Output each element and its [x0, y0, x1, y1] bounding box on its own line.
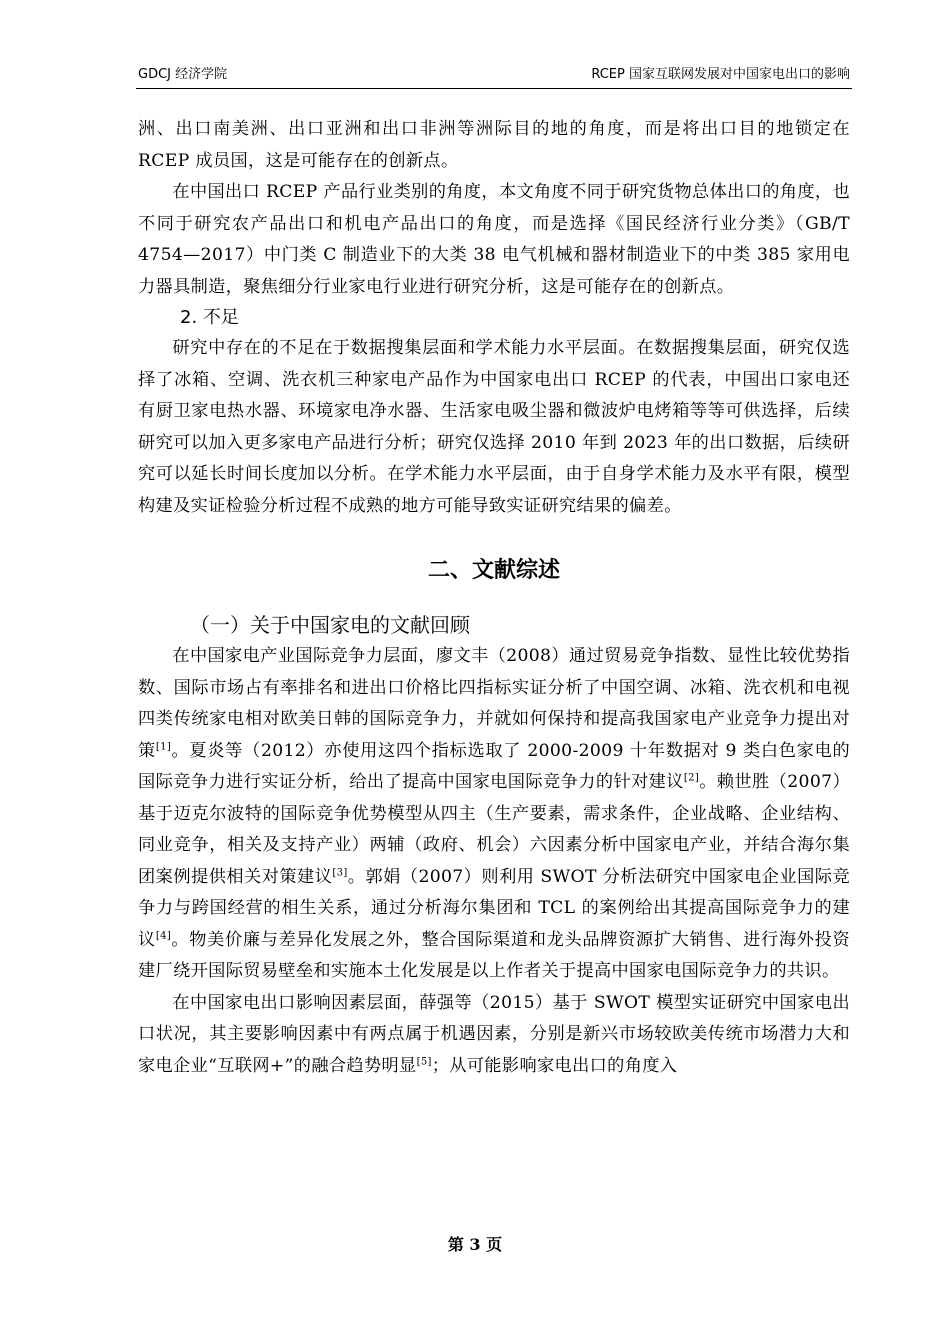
text-span: 。赖世胜（2007）基于迈克尔波特的国际竞争优势模型从四主（生产要素，需求条件，企业战略、企业结构、同业竞争，相关及支持产业）两辅（政府、机会）六因素分析中国家电产业，并结合海尔集团案例提供相关对策建议 [138, 772, 850, 887]
subheading-shortcomings: 2. 不足 [180, 307, 239, 328]
page-number: 第 3 页 [447, 1235, 503, 1254]
paragraph-shortcomings: 研究中存在的不足在于数据搜集层面和学术能力水平层面。在数据搜集层面，研究仅选择了冰箱、空调、洗衣机三种家电产品作为中国家电出口 RCEP 的代表，中国出口家电还有厨卫家电热水器、环境家电净水器、生活家电吸尘器和微波炉电烤箱等等可供选择，后续研究可以加入更多家电产品进行分析；研究仅选择 2010 年到 2023 年的出口数据，后续研究可以延长时间长度加以分析。在学术能力水平层面，由于自身学术能力及水平有限，模型构建及实证检验分析过程不成熟的地方可能导致实证研究结果的偏差。 [138, 338, 850, 516]
paragraph-innovation-industry: 在中国出口 RCEP 产品行业类别的角度，本文角度不同于研究货物总体出口的角度，也不同于研究农产品出口和机电产品出口的角度，而是选择《国民经济行业分类》（GB/T 4754—2017）中门类 C 制造业下的大类 38 电气机械和器材制造业下的中类 385 家用电力器具制造，聚焦细分行业家电行业进行研究分析，这是可能存在的创新点。 [138, 182, 868, 297]
paragraph-export-factors [138, 988, 850, 1083]
header-left-text: GDCJ 经济学院 [138, 67, 228, 82]
paragraph-continued: 洲、出口南美洲、出口亚洲和出口非洲等洲际目的地的角度，而是将出口目的地锁定在 RCEP 成员国，这是可能存在的创新点。 [138, 119, 850, 171]
text-span: 。夏炎等（2012）亦使用这四个指标选取了 2000-2009 十年数据对 9 类白色家电的国际竞争力进行实证分析，给出了提高中国家电国际竞争力的针对建议 [138, 740, 851, 792]
text-span: 在中国家电产业国际竞争力层面，廖文丰（2008）通过贸易竞争指数、显性比较优势指数、国际市场占有率排名和进出口价格比四指标实证分析了中国空调、冰箱、洗衣机和电视四类传统家电相对欧美日韩的国际竞争力，并就如何保持和提高我国家电产业竞争力提出对策 [138, 646, 850, 761]
citation-ref: [2] [683, 772, 700, 784]
header-right-text: RCEP 国家互联网发展对中国家电出口的影响 [591, 67, 850, 82]
page-content [138, 114, 868, 1082]
text-span: 。郭娟（2007）则利用 SWOT 分析法研究中国家电企业国际竞争力与跨国经营的相生关系，通过分析海尔集团和 TCL 的案例给出其提高国际竞争力的建议 [138, 866, 850, 950]
text-span: 。物美价廉与差异化发展之外，整合国际渠道和龙头品牌资源扩大销售、进行海外投资建厂绕开国际贸易壁垒和实施本土化发展是以上作者关于提高中国家电国际竞争力的共识。 [138, 929, 850, 981]
paragraph-competitiveness [138, 641, 850, 988]
citation-ref: [4] [155, 929, 172, 941]
citation-ref: [3] [332, 866, 348, 878]
section-title: 二、文献综述 [427, 558, 560, 583]
text-span: ；从可能影响家电出口的角度入 [431, 1055, 678, 1076]
text-span: 在中国家电出口影响因素层面，薛强等（2015）基于 SWOT 模型实证研究中国家电出口状况，其主要影响因素中有两点属于机遇因素，分别是新兴市场较欧美传统市场潜力大和家电企业“互联网+”的融合趋势明显 [138, 992, 850, 1076]
citation-ref: [5] [416, 1055, 432, 1067]
citation-ref: [1] [155, 740, 172, 752]
subsection-title: （一）关于中国家电的文献回顾 [190, 613, 470, 637]
page-header [136, 62, 852, 89]
